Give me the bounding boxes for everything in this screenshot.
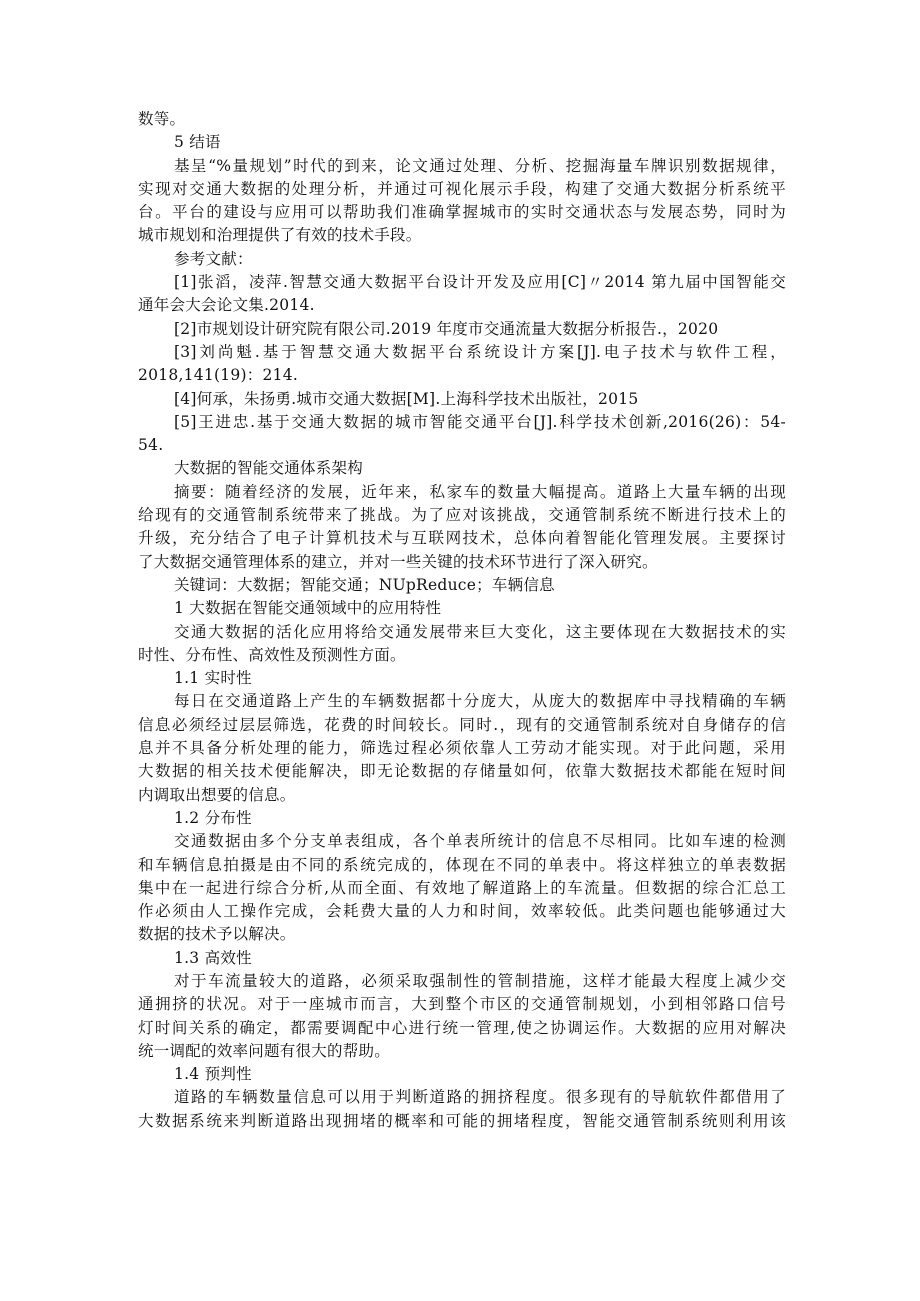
text-line: 通拥挤的状况。对于一座城市而言，大到整个市区的交通管制规划，小到相邻路口信号 bbox=[138, 995, 786, 1014]
text-line: 基呈“%量规划”时代的到来，论文通过处理、分析、挖掘海量车牌识别数据规律， bbox=[174, 156, 786, 175]
text-line: [4]何承，朱扬勇.城市交通大数据[M].上海科学技术出版社，2015 bbox=[174, 389, 639, 408]
text-line: 和车辆信息拍摄是由不同的系统完成的，体现在不同的单表中。将这样独立的单表数据 bbox=[138, 855, 786, 874]
text-line: 54. bbox=[138, 436, 164, 455]
text-line: 1.2 分布性 bbox=[174, 808, 252, 827]
document-page bbox=[138, 108, 786, 1133]
text-line: [1]张滔，凌萍.智慧交通大数据平台设计开发及应用[C]〃2014 第九届中国智能交 bbox=[174, 273, 786, 292]
text-line: 1.3 高效性 bbox=[174, 948, 252, 967]
text-line: 大数据的智能交通体系架构 bbox=[174, 459, 364, 478]
text-line: 作必须由人工操作完成，会耗费大量的人力和时间，效率较低。此类问题也能够通过大 bbox=[138, 902, 786, 921]
text-line: 大数据的相关技术便能解决，即无论数据的存储量如何，依靠大数据技术都能在短时间 bbox=[138, 762, 786, 781]
text-line: 交通数据由多个分支单表组成，各个单表所统计的信息不尽相同。比如车速的检测 bbox=[174, 832, 786, 851]
text-line: 2018,141(19)：214. bbox=[138, 366, 299, 385]
text-line: 信息必须经过层层筛选，花费的时间较长。同时.，现有的交通管制系统对自身储存的信 bbox=[138, 715, 786, 734]
text-line: 数据的技术予以解决。 bbox=[138, 925, 296, 944]
text-line: 每日在交通道路上产生的车辆数据都十分庞大，从庞大的数据库中寻找精确的车辆 bbox=[174, 692, 786, 711]
text-line: 升级，充分结合了电子计算机技术与互联网技术，总体向着智能化管理发展。主要探讨 bbox=[138, 529, 786, 548]
text-line: 5 结语 bbox=[174, 133, 221, 152]
text-line: 1.1 实时性 bbox=[174, 669, 252, 688]
text-line: [2]市规划设计研究院有限公司.2019 年度市交通流量大数据分析报告.，2020 bbox=[174, 319, 719, 338]
text-line: [5]王进忠.基于交通大数据的城市智能交通平台[J].科学技术创新,2016(26)：54- bbox=[174, 412, 786, 431]
text-line: 台。平台的建设与应用可以帮助我们准确掌握城市的实时交通状态与发展态势，同时为 bbox=[138, 203, 786, 222]
text-line: 参考文献： bbox=[174, 249, 253, 268]
text-line: 通年会大会论文集.2014. bbox=[138, 296, 315, 315]
text-line: 了大数据交通管理体系的建立，并对一些关键的技术环节进行了深入研究。 bbox=[138, 552, 658, 571]
text-line: 摘要：随着经济的发展，近年来，私家车的数量大幅提高。道路上大量车辆的出现 bbox=[174, 482, 786, 501]
text-line: 实现对交通大数据的处理分析，并通过可视化展示手段，构建了交通大数据分析系统平 bbox=[138, 179, 786, 198]
text-line: 关键词：大数据；智能交通；NUpReduce；车辆信息 bbox=[174, 575, 555, 594]
text-line: 集中在一起进行综合分析,从而全面、有效地了解道路上的车流量。但数据的综合汇总工 bbox=[138, 878, 786, 897]
text-line: 城市规划和治理提供了有效的技术手段。 bbox=[138, 226, 422, 245]
text-line: [3]刘尚魁.基于智慧交通大数据平台系统设计方案[J].电子技术与软件工程， bbox=[174, 342, 786, 361]
text-line: 1.4 预判性 bbox=[174, 1065, 252, 1084]
text-line: 灯时间关系的确定，都需要调配中心进行统一管理,使之协调运作。大数据的应用对解决 bbox=[138, 1018, 786, 1037]
text-line: 内调取出想要的信息。 bbox=[138, 785, 296, 804]
text-line: 给现有的交通管制系统带来了挑战。为了应对该挑战，交通管制系统不断进行技术上的 bbox=[138, 506, 786, 525]
text-line: 1 大数据在智能交通领域中的应用特性 bbox=[174, 599, 442, 618]
text-line: 大数据系统来判断道路出现拥堵的概率和可能的拥堵程度，智能交通管制系统则利用该 bbox=[138, 1111, 786, 1130]
text-line: 息并不具备分析处理的能力，筛选过程必须依靠人工劳动才能实现。对于此问题，采用 bbox=[138, 739, 786, 758]
text-line: 时性、分布性、高效性及预测性方面。 bbox=[138, 645, 406, 664]
text-line: 统一调配的效率问题有很大的帮助。 bbox=[138, 1041, 391, 1060]
text-line: 道路的车辆数量信息可以用于判断道路的拥挤程度。很多现有的导航软件都借用了 bbox=[174, 1088, 786, 1107]
text-line: 交通大数据的活化应用将给交通发展带来巨大变化，这主要体现在大数据技术的实 bbox=[174, 622, 786, 641]
text-line: 对于车流量较大的道路，必须采取强制性的管制措施，这样才能最大程度上减少交 bbox=[174, 971, 786, 990]
text-line: 数等。 bbox=[138, 110, 186, 128]
